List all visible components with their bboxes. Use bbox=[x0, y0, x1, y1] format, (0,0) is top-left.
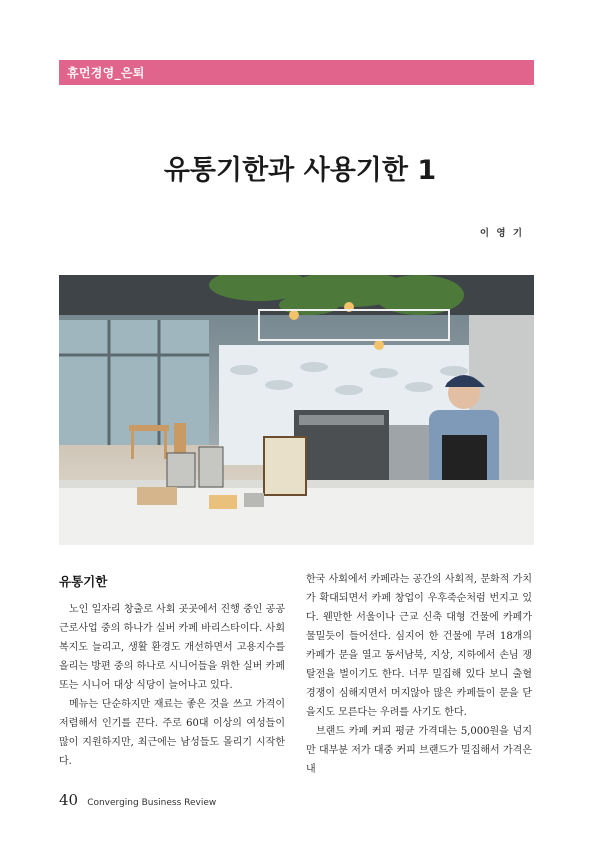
section-heading: 유통기한 bbox=[59, 574, 108, 589]
article-author: 이 영 기 bbox=[479, 228, 524, 239]
paragraph: 브랜드 카페 커피 평균 가격대는 5,000원을 넘지만 대부분 저가 대중 커피 브랜드가 밀집해서 가격은 내 bbox=[306, 726, 532, 775]
article-photo bbox=[59, 275, 534, 545]
paragraph: 메뉴는 단순하지만 재료는 좋은 것을 쓰고 가격이 저렴해서 인기를 끈다. 주로 60대 이상의 여성들이 많이 지원하지만, 최근에는 남성들도 몰리기 시작한다. bbox=[59, 699, 285, 767]
page-footer bbox=[59, 790, 216, 809]
page-number: 40 bbox=[59, 791, 79, 809]
journal-name: Converging Business Review bbox=[87, 798, 217, 808]
article-title: 유통기한과 사용기한 1 bbox=[163, 155, 437, 186]
paragraph: 노인 일자리 창출로 사회 곳곳에서 진행 중인 공공근로사업 중의 하나가 실버 카페 바리스타이다. 사회 복지도 늘리고, 생활 환경도 개선하면서 고용지수를 올리는 방편 중의 하나로 시니어들을 위한 실버 카페 또는 시니어 대상 식당이 늘어나고 있다. bbox=[59, 604, 285, 691]
right-column bbox=[306, 570, 532, 779]
paragraph: 한국 사회에서 카페라는 공간의 사회적, 문화적 가치가 확대되면서 카페 창업이 우후죽순처럼 번지고 있다. 웬만한 서울이나 근교 신축 대형 건물에 카페가 물밀듯이 들어선다. 심지어 한 건물에 무려 18개의 카페가 문을 열고 동서남북, 지상, 지하에서 손님 쟁탈전을 벌이기도 한다. 너무 밀집해 있다 보니 출혈 경쟁이 심해지면서 머지않아 많은 카페들이 문을 닫을지도 모른다는 우려를 사기도 한다. bbox=[306, 574, 532, 718]
category-label: 휴먼경영_은퇴 bbox=[67, 66, 145, 80]
left-column bbox=[59, 600, 285, 771]
category-band bbox=[59, 60, 534, 85]
